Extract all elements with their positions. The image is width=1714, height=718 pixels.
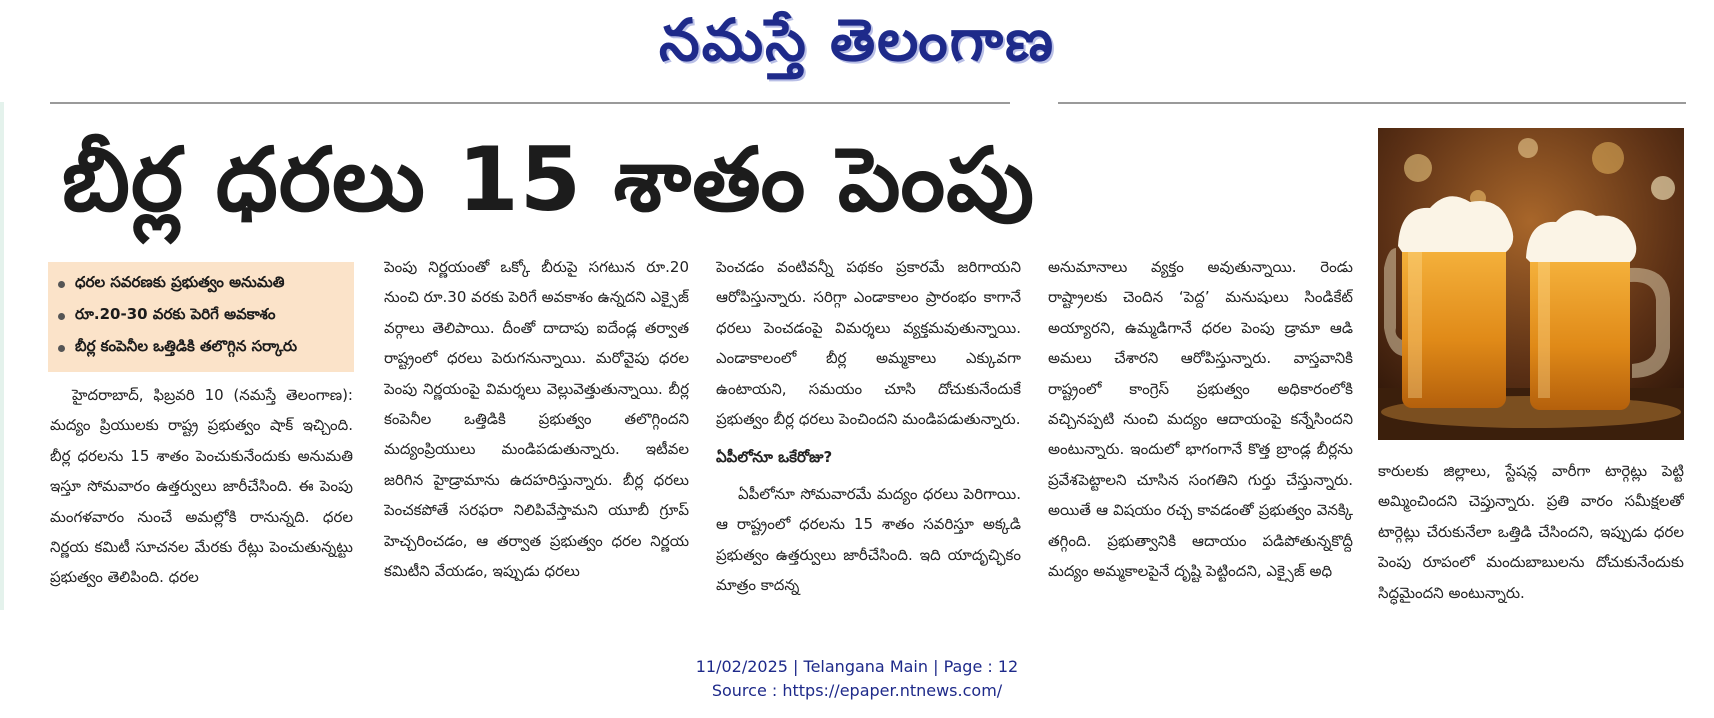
highlight-text: రూ.20-30 వరకు పెరిగే అవకాశం — [75, 305, 276, 323]
highlights-box — [48, 262, 354, 372]
highlight-item — [54, 300, 354, 332]
article-column-1 — [50, 380, 353, 612]
highlight-item — [54, 332, 354, 364]
article-column-2 — [384, 252, 689, 612]
bullet-icon — [58, 313, 65, 320]
page-edge-stripe — [0, 102, 4, 610]
article-paragraph: కారులకు జిల్లాలు, స్టేషన్ల వారీగా టార్గెట్లు పెట్టి అమ్మించిందని చెప్తున్నారు. ప్రతి వారం సమీక్షలతో టార్గెట్లు చేరుకునేలా ఒత్తిడి చేసిందని, ఇప్పుడు ధరల పెంపు రూపంలో మందుబాబులను దోచుకునేందుకు సిద్ధమైందని అంటున్నారు. — [1378, 462, 1684, 602]
footer-source: Source : https://epaper.ntnews.com/ — [711, 681, 1003, 700]
article-column-4 — [1048, 252, 1353, 612]
top-rule-left — [50, 102, 1010, 104]
article-paragraph: పెంచడం వంటివన్నీ పథకం ప్రకారమే జరిగాయని ఆరోపిస్తున్నారు. సరిగ్గా ఎండాకాలం ప్రారంభం కాగానే ధరలు పెంచడంపై విమర్శలు వ్యక్తమవుతున్నాయి. ఎండాకాలంలో బీర్ల అమ్మకాలు ఎక్కువగా ఉంటాయని, సమయం చూసి దోచుకునేందుకే ప్రభుత్వం బీర్ల ధరలు పెంచిందని మండిపడుతున్నారు. — [716, 258, 1021, 429]
article-headline: బీర్ల ధరలు 15 శాతం పెంపు — [62, 128, 1035, 231]
highlight-text: బీర్ల కంపెనీల ఒత్తిడికి తలొగ్గిన సర్కారు — [75, 337, 298, 355]
article-paragraph: హైదరాబాద్, ఫిబ్రవరి 10 (నమస్తే తెలంగాణ): మద్యం ప్రియులకు రాష్ట్ర ప్రభుత్వం షాక్ ఇచ్చింది. బీర్ల ధరలను 15 శాతం పెంచుకునేందుకు అనుమతి ఇస్తూ సోమవారం ఉత్తర్వులు జారీచేసింది. ఈ పెంపు మంగళవారం నుంచే అమల్లోకి రానున్నది. ధరల నిర్ణయ కమిటీ సూచనల మేరకు రేట్లు పెంచుతున్నట్టు ప్రభుత్వం తెలిపింది. ధరల — [50, 386, 353, 587]
article-paragraph: పెంపు నిర్ణయంతో ఒక్కో బీరుపై సగటున రూ.20 నుంచి రూ.30 వరకు పెరిగే అవకాశం ఉన్నదని ఎక్సైజ్ వర్గాలు తెలిపాయి. దీంతో దాదాపు ఐదేండ్ల తర్వాత రాష్ట్రంలో ధరలు పెరుగనున్నాయి. మరోవైపు ధరల పెంపు నిర్ణయంపై విమర్శలు వెల్లువెత్తుతున్నాయి. బీర్ల కంపెనీల ఒత్తిడికి ప్రభుత్వం తలొగ్గిందని మద్యంప్రియులు మండిపడుతున్నారు. ఇటీవల జరిగిన హైడ్రామాను ఉదహరిస్తున్నారు. బీర్ల ధరలు పెంచకపోతే సరఫరా నిలిపివేస్తామని యూబీ గ్రూప్ హెచ్చరించడం, ఆ తర్వాత ప్రభుత్వం ధరల నిర్ణయ కమిటీని వేయడం, ఇప్పుడు ధరలు — [384, 258, 689, 581]
article-column-5 — [1378, 456, 1684, 612]
article-column-3 — [716, 252, 1021, 612]
bullet-icon — [58, 281, 65, 288]
bullet-icon — [58, 345, 65, 352]
article-subheading: ఏపీలోనూ ఒకేరోజు? — [716, 448, 833, 467]
article-paragraph: అనుమానాలు వ్యక్తం అవుతున్నాయి. రెండు రాష్ట్రాలకు చెందిన ‘పెద్ద’ మనుషులు సిండికేట్ అయ్యారని, ఉమ్మడిగానే ధరల పెంపు డ్రామా ఆడి అమలు చేశారని ఆరోపిస్తున్నారు. వాస్తవానికి రాష్ట్రంలో కాంగ్రెస్ ప్రభుత్వం అధికారంలోకి వచ్చినప్పటి నుంచి మద్యం ఆదాయంపై కన్నేసిందని అంటున్నారు. ఇందులో భాగంగానే కొత్త బ్రాండ్ల బీర్లను ప్రవేశపెట్టాలని చూసిన సంగతిని గుర్తు చేస్తున్నారు. అయితే ఆ విషయం రచ్చ కావడంతో ప్రభుత్వం వెనక్కి తగ్గింది. ప్రభుత్వానికి ఆదాయం పడిపోతున్నకొద్దీ మద్యం అమ్మకాలపైనే దృష్టి పెట్టిందని, ఎక్సైజ్ అధి — [1048, 258, 1353, 581]
highlight-item — [54, 268, 354, 300]
footer-edition-info: 11/02/2025 | Telangana Main | Page : 12 — [695, 657, 1019, 676]
top-rule-right — [1058, 102, 1686, 104]
article-paragraph: ఏపీలోనూ సోమవారమే మద్యం ధరలు పెరిగాయి. ఆ రాష్ట్రంలో ధరలను 15 శాతం సవరిస్తూ అక్కడి ప్రభుత్వం ఉత్తర్వులు జారీచేసింది. ఇది యాదృచ్ఛికం మాత్రం కాదన్న — [716, 484, 1021, 595]
highlight-text: ధరల సవరణకు ప్రభుత్వం అనుమతి — [75, 273, 285, 291]
beer-mugs-photo — [1378, 128, 1684, 440]
beer-mugs-image — [1378, 128, 1684, 440]
newspaper-masthead: నమస్తే తెలంగాణ — [659, 6, 1055, 74]
